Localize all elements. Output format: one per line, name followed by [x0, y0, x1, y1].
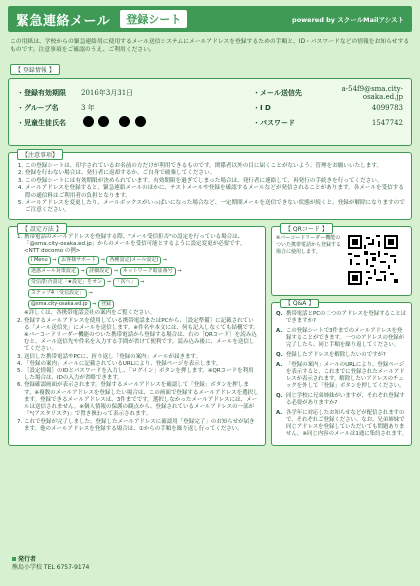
- setup-step: [24, 234, 259, 318]
- expiry-value: 2016年3月31日: [81, 88, 134, 97]
- note-item: 3. この登録シートには有効期限が決められています。有効期限を過ぎてしまった場合は、発行者に連絡して、再発行の手続きを行ってください。: [25, 178, 405, 185]
- setup-step: 4. 「登録の案内」メールに記載されているURLにより、登録ページを表示します。: [24, 361, 259, 368]
- docomo-chip: ステップ4「受信設定」: [28, 289, 87, 298]
- setup-box: [8, 226, 266, 446]
- qa-text: 「登録の案内」メールのURLにより、登録ページを表示すると、これまでに登録されたメールアドレスが表示されます。解除したいアドレスのチェックを外して「登録」ボタンを押してください。: [286, 361, 405, 389]
- qa-item: [276, 311, 407, 325]
- qr-box: [271, 226, 412, 296]
- powered-by: powered by スクールMailアシスト: [292, 15, 404, 24]
- docomo-chip: お客様サポート: [58, 256, 99, 265]
- qr-label: 【 QRコード 】: [280, 223, 333, 234]
- qa-box: [271, 299, 412, 446]
- title-bar: [8, 6, 412, 32]
- qa-text: 各学年に対応したお知らせなどが配信されますので、それぞれご登録ください。なお、兄弟姉妹で同じアドレスを登録していただいても問題ありません。※同じ内容のメールは1通に集約されます。: [286, 409, 407, 437]
- setup-step-text: 携帯電話のメールアドレスを登録する際、"メール受信拒否"の設定を行っている場合は、「@sma.city-osaka.ed.jp」からのメールを受信可能とするように設定変更が必要です。: [24, 233, 246, 248]
- intro-text: この用紙は、学校からの緊急連絡用に使用するメール送信システムにメールアドレスを登録するための手順と、ID・パスワードなどの情報をお知らせするものです。注意事項をご確認のうえ、ご利用ください。: [10, 39, 410, 53]
- docomo-chips: i Menu ⇒ お客様サポート ⇒ 各種設定(メール設定) ⇒ 迷惑メール対策設定 ⇒ 詳細設定 ⇒ ネットワーク暗証番号 ⇒ 受信/拒否設定「★設定」をオン ⇒ 「次へ」 ⇒ ステップ4「受信設定」 ⇒ @sma.city-osaka.ed.jp ⇒ 登録: [28, 255, 259, 310]
- qa-marker: A.: [276, 409, 283, 416]
- redaction-mark: [119, 116, 130, 127]
- address-value: a-54f9@sma.city-osaka.ed.jp: [341, 84, 403, 101]
- group-label: ・グループ名: [17, 103, 59, 112]
- id-value: 4099783: [371, 103, 403, 112]
- square-bullet-icon: [12, 557, 16, 561]
- qa-item: [276, 362, 407, 390]
- qa-text: 携帯電話とPCの二つのアドレスを登録することはできますか?: [286, 310, 407, 324]
- qa-marker: A.: [276, 327, 283, 334]
- qr-text: ※バーコードリーダー機能のついた携帯電話から登録する場合に使用します。: [276, 234, 342, 255]
- lower-section: [8, 226, 412, 446]
- qr-code-image[interactable]: [348, 235, 398, 285]
- note-item: 2. 登録を行わない場合は、発行者に返却するか、ご自身で破棄してください。: [25, 170, 405, 177]
- registration-label: 【 登録情報 】: [10, 64, 60, 75]
- publisher-heading: [12, 556, 89, 564]
- publisher-org: 熊島小学校: [12, 564, 43, 571]
- docomo-chip: 登録: [98, 300, 114, 309]
- student-label: ・児童生徒氏名: [17, 118, 66, 127]
- qa-item: [276, 393, 407, 407]
- redaction-mark: [98, 116, 109, 127]
- docomo-chip: @sma.city-osaka.ed.jp: [28, 300, 91, 309]
- docomo-chip: 各種設定(メール設定): [106, 256, 161, 265]
- password-value: 1547742: [371, 118, 403, 127]
- note-item: 4. メールアドレスを登録すると、緊急連絡メールのほかに、テストメールや登録を確認するメールなどが発信されることがあります。各メールを受信する際の通信料はご利用者の負担となります。: [25, 185, 405, 200]
- sheet-title: 緊急連絡メール: [16, 13, 111, 29]
- docomo-chip: i Menu: [28, 256, 51, 265]
- publisher-heading-text: 発行者: [18, 556, 37, 563]
- setup-step: 2. 登録するメールアドレスを使用している携帯電話またはPCから、［設定準備］に記載されている「メール送信先」にメールを送信します。※件名や本文には、何も記入しなくても結構です。※バーコードリーダー機能のついた携帯電話から登録する場合は、右の［QRコード］を読み込むと、メール送信先や件名を入力する手間が省けて便利です。読み込み後に、メールを送信してください。: [24, 318, 259, 354]
- docomo-title: <NTT docomo の例>: [24, 248, 81, 255]
- publisher-footer: [12, 556, 89, 572]
- setup-label: 【 設定方法 】: [17, 223, 67, 234]
- setup-step: 6. 登録確認画面が表示されます。登録するメールアドレスを確認して「登録」ボタンを押します。※複数のメールアドレスを登録したい場合は、この画面で登録するメールアドレスを選択します。登録できるメールアドレスは、3件までです。選択しなかったメールアドレスには、メールは送信されません。※個人情報の保護の観点から、登録されているメールアドレスの一部が「*(アスタリスク)」で置き換わって表示されます。: [24, 382, 259, 418]
- qa-marker: A.: [276, 361, 283, 368]
- qa-marker: Q.: [276, 310, 283, 317]
- redaction-mark: [83, 116, 94, 127]
- docomo-chip: 迷惑メール対策設定: [28, 267, 79, 276]
- id-label: ・I D: [253, 103, 271, 112]
- note-item: 1. この登録シートは、印字されているお名前の方だけが利用できるものです。関係者以外の目に届くことがないよう、管理をお願いいたします。: [25, 163, 405, 170]
- qa-text: この登録シートで3件までのメールアドレスを登録することができます。一つのアドレスの登録が完了したら、同じ手順を繰り返してください。: [286, 327, 405, 348]
- publisher-info: 熊島小学校 TEL 6757-9174: [12, 564, 90, 571]
- docomo-chip: ネットワーク暗証番号: [120, 267, 176, 276]
- student-name-redacted: [81, 116, 146, 129]
- notes-box: [8, 152, 412, 220]
- notes-label: 【注意事項】: [17, 149, 63, 160]
- setup-step: 5. ［設定情報］のIDとパスワードを入力し、「ログイン」ボタンを押します。※QRコードを利用した場合は、IDの入力が省略できます。: [24, 368, 259, 382]
- publisher-tel: 6757-9174: [56, 564, 90, 571]
- password-label: ・パスワード: [253, 118, 295, 127]
- address-label: ・メール送信先: [253, 88, 302, 97]
- docomo-note: ※詳しくは、各携帯電話会社の案内をご覧ください。: [24, 310, 156, 317]
- qa-item: [276, 410, 407, 438]
- qa-item: [276, 352, 407, 359]
- group-value: 3 年: [81, 103, 95, 112]
- qa-label: 【 Q&A 】: [280, 299, 319, 308]
- qa-item: [276, 328, 407, 349]
- qa-marker: Q.: [276, 392, 283, 399]
- docomo-chip: 詳細設定: [86, 267, 112, 276]
- expiry-label: ・登録有効期限: [17, 88, 66, 97]
- setup-step: 3. 送信した携帯電話やPCに、折り返し「登録の案内」メールが届きます。: [24, 354, 259, 361]
- setup-step: 7. これで登録が完了しました。登録したメールアドレスに確認用「登録完了」のお知らせが届きます。他のメールアドレスを登録する場合は、①からの手順を繰り返し行ってください。: [24, 419, 259, 433]
- qa-text: 登録したアドレスを解除したいのですが?: [286, 351, 386, 358]
- sheet-tag: 登録シート: [120, 10, 187, 28]
- qa-marker: Q.: [276, 351, 283, 358]
- note-item: 5. メールアドレスを変更したり、メールボックスがいっぱいになった場合など、一定期間メールを送信できない状態が続くと、登録が解除になりますのでご注意ください。: [25, 200, 405, 215]
- docomo-chip: 「次へ」: [113, 278, 139, 287]
- docomo-chip: 受信/拒否設定「★設定」をオン: [28, 278, 105, 287]
- right-column: [271, 226, 412, 446]
- qa-text: 同じ学校に兄弟姉妹がいますが、それぞれ登録する必要がありますか?: [286, 392, 405, 406]
- registration-box: [8, 78, 412, 146]
- redaction-mark: [135, 116, 146, 127]
